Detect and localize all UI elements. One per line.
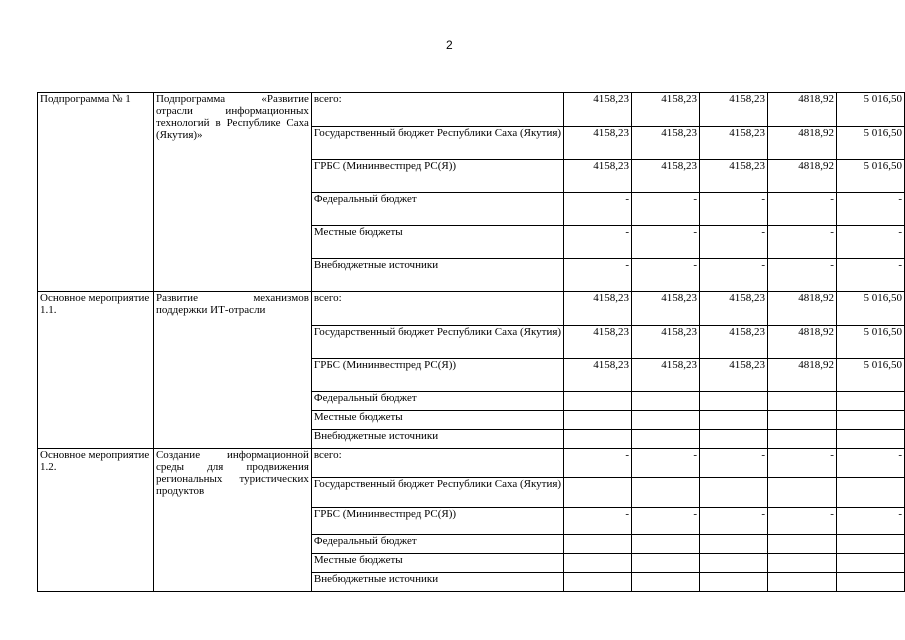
amount-cell: 4158,23: [700, 326, 768, 359]
amount-cell: 4818,92: [767, 93, 836, 127]
amount-cell: -: [564, 226, 632, 259]
amount-cell: [564, 535, 632, 554]
funding-source-cell: всего:: [311, 292, 563, 326]
amount-cell: 5 016,50: [836, 359, 904, 392]
amount-cell: [767, 573, 836, 592]
amount-cell: -: [767, 193, 836, 226]
page-number: 2: [446, 38, 453, 52]
amount-cell: [632, 392, 700, 411]
table-row: [38, 93, 905, 127]
amount-cell: [632, 535, 700, 554]
amount-cell: 4158,23: [632, 127, 700, 160]
amount-cell: [836, 573, 904, 592]
funding-source-cell: Внебюджетные источники: [311, 573, 563, 592]
amount-cell: -: [632, 449, 700, 478]
amount-cell: [767, 554, 836, 573]
amount-cell: -: [700, 193, 768, 226]
funding-source-cell: Государственный бюджет Республики Саха (Якутия): [311, 326, 563, 359]
amount-cell: [632, 478, 700, 508]
amount-cell: [700, 573, 768, 592]
funding-source-cell: Федеральный бюджет: [311, 535, 563, 554]
amount-cell: 4158,23: [700, 359, 768, 392]
funding-source-cell: Внебюджетные источники: [311, 430, 563, 449]
funding-source-cell: Местные бюджеты: [311, 411, 563, 430]
amount-cell: [564, 478, 632, 508]
funding-source-cell: Федеральный бюджет: [311, 392, 563, 411]
amount-cell: 4158,23: [564, 127, 632, 160]
amount-cell: 4158,23: [564, 359, 632, 392]
amount-cell: 4818,92: [767, 127, 836, 160]
amount-cell: 4158,23: [564, 160, 632, 193]
amount-cell: -: [700, 449, 768, 478]
amount-cell: 4158,23: [632, 160, 700, 193]
amount-cell: -: [564, 193, 632, 226]
amount-cell: [564, 411, 632, 430]
amount-cell: [836, 430, 904, 449]
amount-cell: [632, 554, 700, 573]
program-description-cell: Подпрограмма «Развитие отрасли информационных технологий в Республике Саха (Якутия)»: [153, 93, 311, 292]
amount-cell: [700, 411, 768, 430]
funding-source-cell: Внебюджетные источники: [311, 259, 563, 292]
amount-cell: -: [632, 193, 700, 226]
amount-cell: [632, 430, 700, 449]
amount-cell: 5 016,50: [836, 160, 904, 193]
amount-cell: -: [564, 259, 632, 292]
amount-cell: -: [767, 226, 836, 259]
program-description-cell: Развитие механизмов поддержки ИТ-отрасли: [153, 292, 311, 449]
program-description-cell: Создание информационной среды для продвижения региональных туристических продуктов: [153, 449, 311, 592]
amount-cell: -: [632, 508, 700, 535]
amount-cell: [700, 430, 768, 449]
amount-cell: [564, 430, 632, 449]
amount-cell: [564, 392, 632, 411]
amount-cell: [700, 392, 768, 411]
amount-cell: [767, 535, 836, 554]
amount-cell: 5 016,50: [836, 292, 904, 326]
amount-cell: [767, 411, 836, 430]
amount-cell: -: [836, 508, 904, 535]
amount-cell: [836, 478, 904, 508]
amount-cell: [836, 411, 904, 430]
amount-cell: -: [836, 449, 904, 478]
amount-cell: 4158,23: [564, 326, 632, 359]
amount-cell: 4158,23: [700, 93, 768, 127]
amount-cell: -: [767, 508, 836, 535]
amount-cell: -: [700, 259, 768, 292]
funding-source-cell: ГРБС (Мининвестпред РС(Я)): [311, 359, 563, 392]
table-row: [38, 449, 905, 478]
funding-source-cell: всего:: [311, 449, 563, 478]
amount-cell: 4818,92: [767, 359, 836, 392]
funding-source-cell: Местные бюджеты: [311, 554, 563, 573]
funding-source-cell: Местные бюджеты: [311, 226, 563, 259]
amount-cell: 4158,23: [632, 93, 700, 127]
amount-cell: -: [632, 259, 700, 292]
amount-cell: [700, 478, 768, 508]
amount-cell: -: [767, 259, 836, 292]
funding-source-cell: ГРБС (Мининвестпред РС(Я)): [311, 160, 563, 193]
amount-cell: 4158,23: [564, 292, 632, 326]
amount-cell: 5 016,50: [836, 326, 904, 359]
amount-cell: -: [836, 259, 904, 292]
amount-cell: -: [836, 193, 904, 226]
amount-cell: [564, 554, 632, 573]
amount-cell: 4818,92: [767, 160, 836, 193]
amount-cell: [632, 411, 700, 430]
amount-cell: 4158,23: [632, 359, 700, 392]
amount-cell: -: [700, 226, 768, 259]
amount-cell: [836, 392, 904, 411]
amount-cell: 4158,23: [632, 292, 700, 326]
table-row: [38, 292, 905, 326]
program-name-cell: Основное мероприятие 1.2.: [38, 449, 154, 592]
amount-cell: -: [564, 508, 632, 535]
amount-cell: 5 016,50: [836, 93, 904, 127]
amount-cell: [700, 535, 768, 554]
funding-source-cell: всего:: [311, 93, 563, 127]
amount-cell: [564, 573, 632, 592]
amount-cell: 4158,23: [632, 326, 700, 359]
amount-cell: -: [700, 508, 768, 535]
amount-cell: 4158,23: [700, 292, 768, 326]
amount-cell: [767, 392, 836, 411]
amount-cell: [836, 535, 904, 554]
funding-source-cell: Государственный бюджет Республики Саха (Якутия): [311, 478, 563, 508]
amount-cell: 5 016,50: [836, 127, 904, 160]
amount-cell: [632, 573, 700, 592]
amount-cell: -: [564, 449, 632, 478]
budget-table: [37, 92, 905, 592]
amount-cell: [836, 554, 904, 573]
amount-cell: 4818,92: [767, 326, 836, 359]
funding-source-cell: Федеральный бюджет: [311, 193, 563, 226]
amount-cell: -: [767, 449, 836, 478]
amount-cell: [700, 554, 768, 573]
amount-cell: [767, 430, 836, 449]
amount-cell: 4158,23: [700, 127, 768, 160]
amount-cell: [767, 478, 836, 508]
amount-cell: -: [632, 226, 700, 259]
funding-source-cell: Государственный бюджет Республики Саха (Якутия): [311, 127, 563, 160]
funding-source-cell: ГРБС (Мининвестпред РС(Я)): [311, 508, 563, 535]
amount-cell: 4818,92: [767, 292, 836, 326]
amount-cell: 4158,23: [564, 93, 632, 127]
program-name-cell: Подпрограмма № 1: [38, 93, 154, 292]
amount-cell: 4158,23: [700, 160, 768, 193]
amount-cell: -: [836, 226, 904, 259]
program-name-cell: Основное мероприятие 1.1.: [38, 292, 154, 449]
